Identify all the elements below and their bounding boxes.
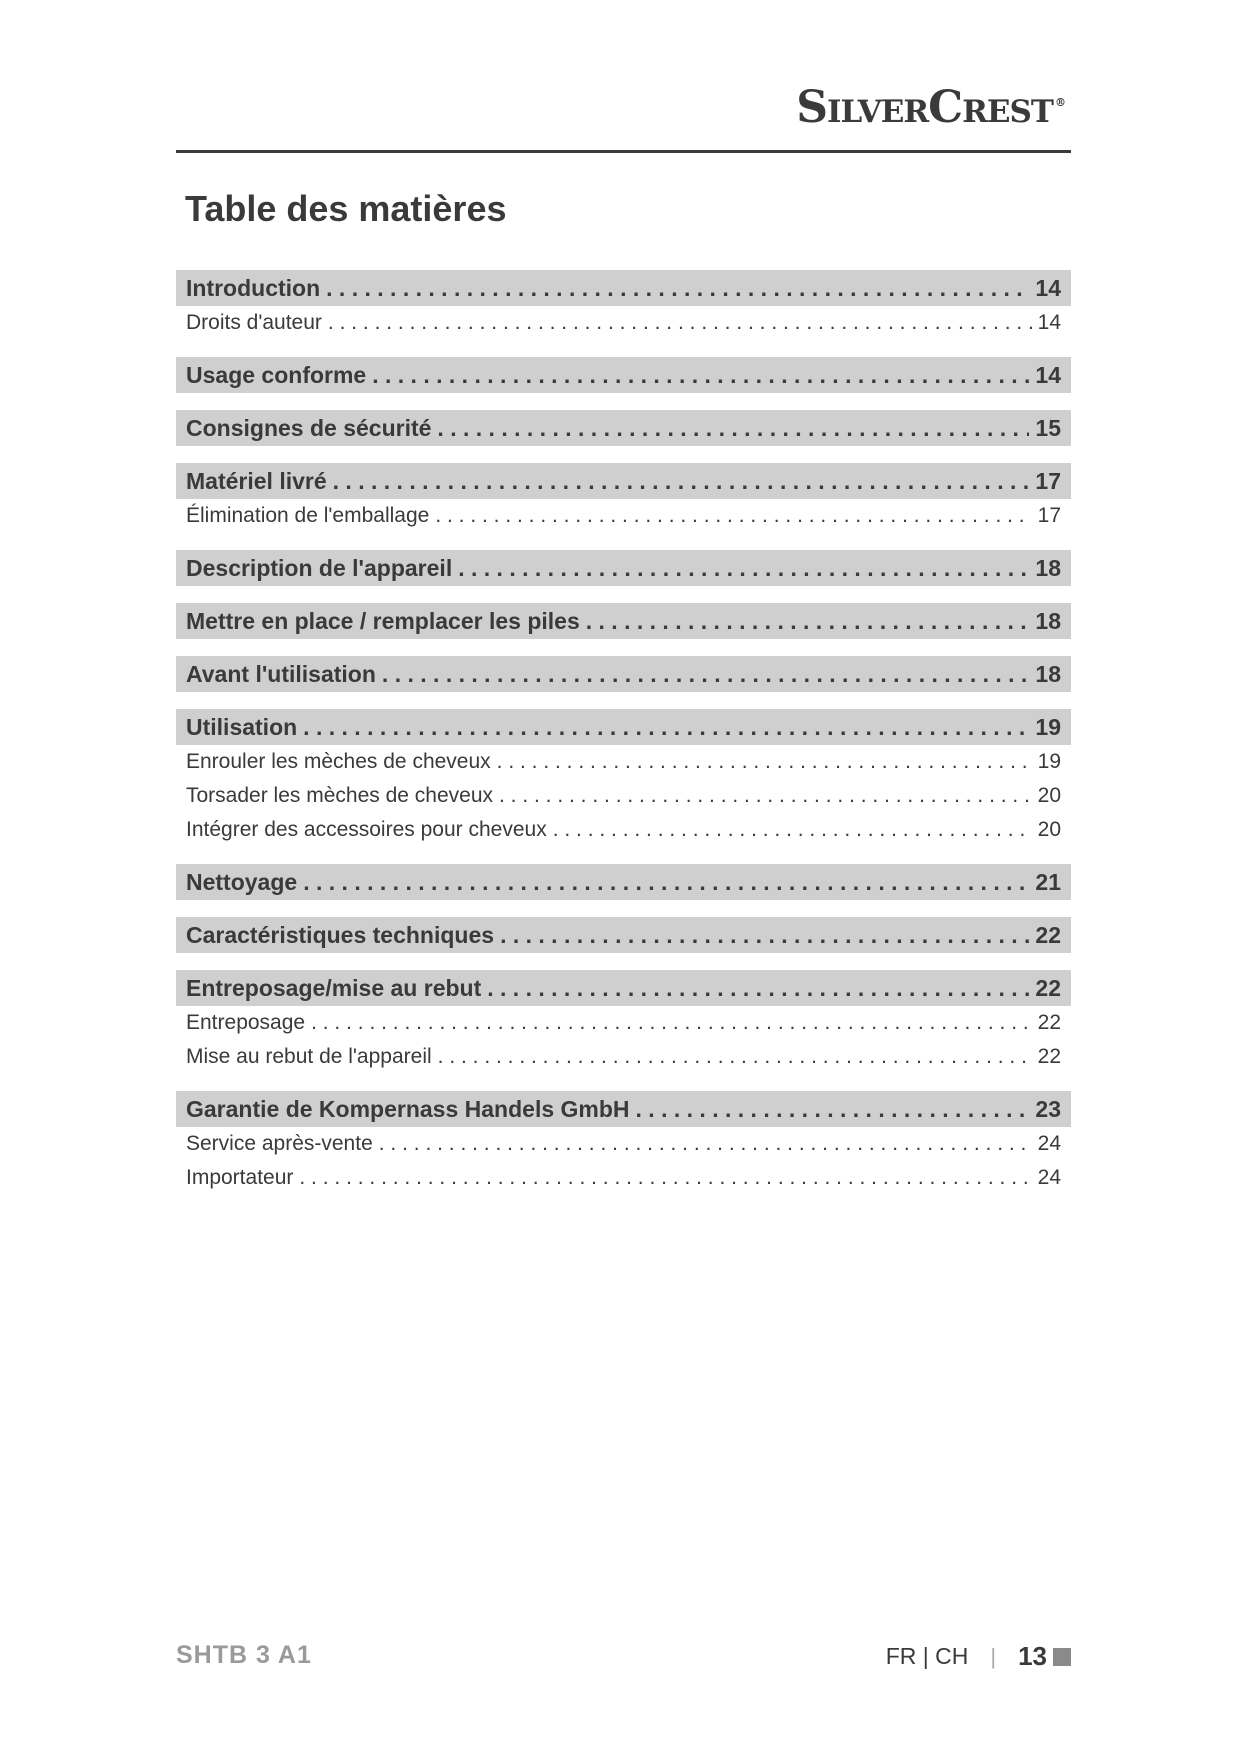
toc-page-number: 20: [1037, 784, 1061, 807]
toc-section-label: Service après-vente: [186, 1132, 373, 1155]
toc-group: [176, 709, 1071, 847]
toc-chapter-piles[interactable]: [176, 603, 1071, 639]
toc-page-number: 18: [1035, 608, 1061, 634]
leader-dots: [499, 779, 1032, 813]
leader-dots: [379, 1127, 1032, 1161]
leader-dots: [636, 1091, 1030, 1127]
toc-group: [176, 410, 1071, 446]
toc-page-number: 15: [1035, 415, 1061, 441]
toc-group: [176, 656, 1071, 692]
footer-separator: |: [990, 1643, 997, 1669]
footer-page-info: [886, 1641, 1071, 1672]
toc-chapter-avant-utilisation[interactable]: [176, 656, 1071, 692]
leader-dots: [372, 357, 1029, 393]
toc-chapter-label: Matériel livré: [186, 468, 327, 494]
toc-chapter-label: Nettoyage: [186, 869, 298, 895]
toc-section-droits-auteur[interactable]: [176, 306, 1071, 340]
toc-chapter-label: Mettre en place / remplacer les piles: [186, 608, 580, 634]
toc-section-label: Élimination de l'emballage: [186, 504, 430, 527]
toc-chapter-usage-conforme[interactable]: [176, 357, 1071, 393]
toc-page-number: 14: [1035, 362, 1061, 388]
toc-section-elimination-emballage[interactable]: [176, 499, 1071, 533]
leader-dots: [500, 917, 1029, 953]
toc-chapter-materiel-livre[interactable]: [176, 463, 1071, 499]
toc-group: [176, 463, 1071, 533]
toc-section-label: Droits d'auteur: [186, 311, 322, 334]
toc-page-number: 17: [1035, 468, 1061, 494]
toc-section-label: Enrouler les mèches de cheveux: [186, 750, 491, 773]
leader-dots: [437, 410, 1029, 446]
footer-languages: FR | CH: [885, 1643, 969, 1669]
toc-group: [176, 357, 1071, 393]
toc-chapter-nettoyage[interactable]: [176, 864, 1071, 900]
footer-page-number: 13: [1018, 1641, 1047, 1671]
leader-dots: [303, 864, 1029, 900]
table-of-contents: [176, 270, 1071, 1212]
toc-chapter-label: Consignes de sécurité: [186, 415, 432, 441]
leader-dots: [497, 745, 1032, 779]
toc-chapter-utilisation[interactable]: [176, 709, 1071, 745]
toc-chapter-label: Description de l'appareil: [186, 555, 453, 581]
toc-group: [176, 970, 1071, 1074]
leader-dots: [458, 550, 1029, 586]
toc-chapter-label: Garantie de Kompernass Handels GmbH: [186, 1096, 630, 1122]
toc-page-number: 24: [1037, 1166, 1061, 1189]
toc-chapter-description-appareil[interactable]: [176, 550, 1071, 586]
toc-section-label: Entreposage: [186, 1011, 306, 1034]
leader-dots: [333, 463, 1030, 499]
toc-chapter-label: Utilisation: [186, 714, 298, 740]
toc-section-label: Importateur: [186, 1166, 294, 1189]
toc-group: [176, 603, 1071, 639]
toc-group: [176, 550, 1071, 586]
toc-chapter-label: Avant l'utilisation: [186, 661, 376, 687]
toc-section-mise-au-rebut[interactable]: [176, 1040, 1071, 1074]
toc-page-number: 23: [1035, 1096, 1061, 1122]
footer-model-number: SHTB 3 A1: [176, 1641, 312, 1669]
toc-chapter-label: Usage conforme: [186, 362, 367, 388]
header-rule: [176, 150, 1071, 153]
leader-dots: [382, 656, 1029, 692]
toc-page-number: 22: [1035, 922, 1061, 948]
leader-dots: [435, 499, 1031, 533]
toc-page-number: 18: [1035, 661, 1061, 687]
toc-section-importateur[interactable]: [176, 1161, 1071, 1195]
toc-group: [176, 270, 1071, 340]
toc-chapter-label: Caractéristiques techniques: [186, 922, 495, 948]
toc-chapter-introduction[interactable]: [176, 270, 1071, 306]
toc-page-number: 21: [1035, 869, 1061, 895]
toc-chapter-label: Introduction: [186, 275, 321, 301]
leader-dots: [586, 603, 1030, 639]
toc-page-number: 22: [1037, 1011, 1061, 1034]
toc-group: [176, 864, 1071, 900]
toc-page-number: 14: [1035, 275, 1061, 301]
toc-page-number: 19: [1035, 714, 1061, 740]
toc-page-number: 22: [1035, 975, 1061, 1001]
toc-section-label: Intégrer des accessoires pour cheveux: [186, 818, 547, 841]
brand-name: SilverCrest: [796, 82, 1053, 133]
toc-page-number: 18: [1035, 555, 1061, 581]
toc-chapter-label: Entreposage/mise au rebut: [186, 975, 482, 1001]
toc-page-number: 17: [1037, 504, 1061, 527]
leader-dots: [299, 1161, 1031, 1195]
page-title: Table des matières: [185, 188, 507, 229]
toc-page-number: 19: [1037, 750, 1061, 773]
leader-dots: [303, 709, 1029, 745]
leader-dots: [553, 813, 1032, 847]
brand-logo: [796, 82, 1065, 133]
leader-dots: [328, 306, 1032, 340]
page-marker-square-icon: [1053, 1648, 1071, 1666]
toc-section-accessoires[interactable]: [176, 813, 1071, 847]
toc-chapter-garantie[interactable]: [176, 1091, 1071, 1127]
toc-page-number: 14: [1037, 311, 1061, 334]
toc-chapter-caracteristiques[interactable]: [176, 917, 1071, 953]
toc-section-enrouler[interactable]: [176, 745, 1071, 779]
leader-dots: [311, 1006, 1032, 1040]
leader-dots: [438, 1040, 1032, 1074]
leader-dots: [326, 270, 1029, 306]
toc-section-service-apres-vente[interactable]: [176, 1127, 1071, 1161]
toc-page-number: 22: [1037, 1045, 1061, 1068]
toc-section-label: Mise au rebut de l'appareil: [186, 1045, 432, 1068]
toc-section-label: Torsader les mèches de cheveux: [186, 784, 493, 807]
toc-section-torsader[interactable]: [176, 779, 1071, 813]
toc-chapter-entreposage-rebut[interactable]: [176, 970, 1071, 1006]
toc-group: [176, 917, 1071, 953]
registered-mark: ®: [1055, 96, 1065, 110]
toc-page-number: 20: [1037, 818, 1061, 841]
toc-group: [176, 1091, 1071, 1195]
leader-dots: [487, 970, 1029, 1006]
toc-chapter-consignes-securite[interactable]: [176, 410, 1071, 446]
toc-page-number: 24: [1037, 1132, 1061, 1155]
toc-section-entreposage[interactable]: [176, 1006, 1071, 1040]
